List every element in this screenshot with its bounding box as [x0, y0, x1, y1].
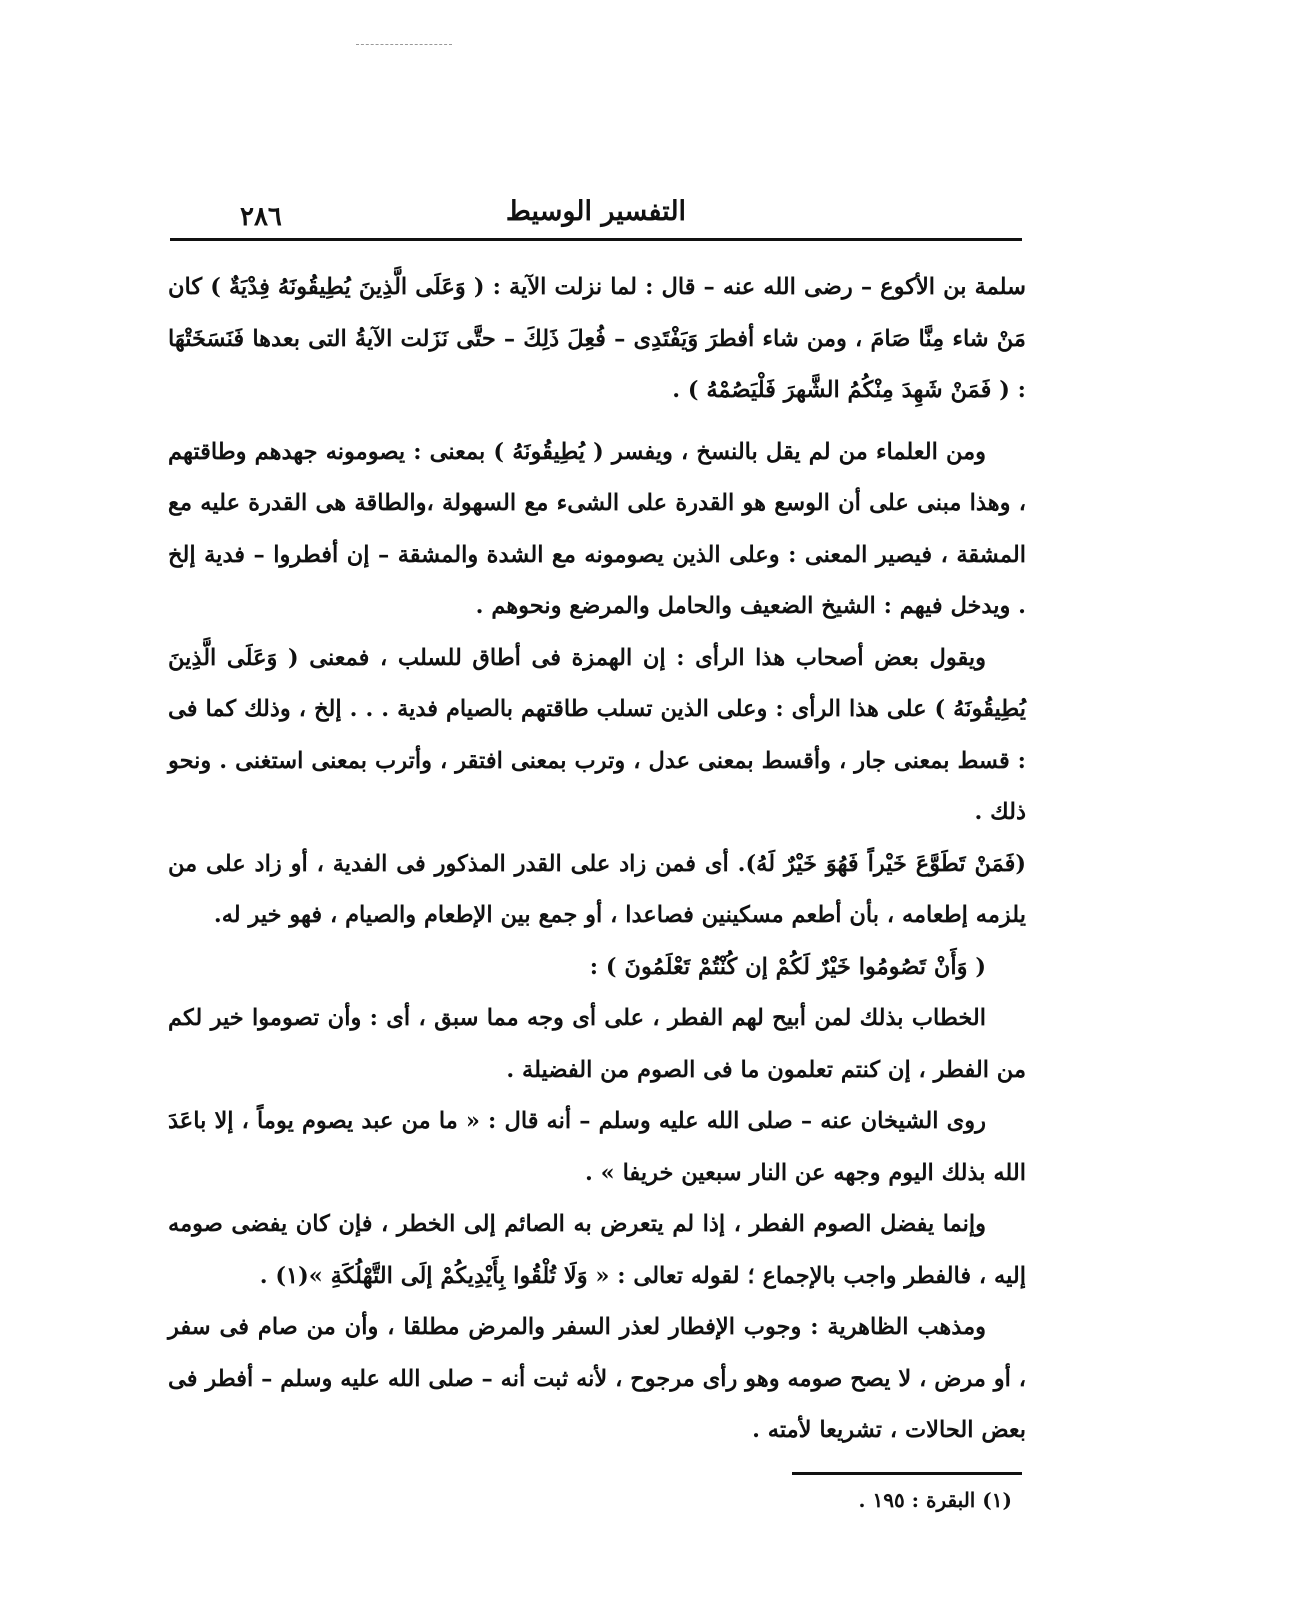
paragraph-2: ومن العلماء من لم يقل بالنسخ ، ويفسر ( يُطِيقُونَهُ ) بمعنى : يصومونه جهدهم وطاقتهم ، وهذا مبنى على أن الوسع هو القدرة على الشىء مع السهولة ،والطاقة هى القدرة عليه مع المشقة ، فيصير المعنى : وعلى الذين يصومونه مع الشدة والمشقة – إن أفطروا – فدية إلخ . ويدخل فيهم : الشيخ الضعيف والحامل والمرضع ونحوهم . — [168, 438, 1026, 619]
footnote-rule — [792, 1472, 1022, 1475]
verse-heading: ( وَأَنْ تَصُومُوا خَيْرٌ لَكُمْ إن كُنْتُمْ تَعْلَمُونَ ) : — [589, 953, 986, 980]
page-number: ٢٨٦ — [240, 202, 282, 232]
running-title: التفسير الوسيط — [505, 196, 687, 227]
scan-mark — [356, 44, 452, 45]
paragraph-6: روى الشيخان عنه – صلى الله عليه وسلم – أنه قال : « ما من عبد يصوم يوماً ، إلا باعَدَ الله بذلك اليوم وجهه عن النار سبعين خريفا » . — [168, 1108, 1026, 1186]
body-text — [168, 262, 1026, 1457]
paragraph-3: ويقول بعض أصحاب هذا الرأى : إن الهمزة فى أطاق للسلب ، فمعنى ( وَعَلَى الَّذِينَ يُطِيقُونَهُ ) على هذا الرأى : وعلى الذين تسلب طاقتهم بالصيام فدية . . . إلخ ، وذلك كما فى : قسط بمعنى جار ، وأقسط بمعنى عدل ، وترب بمعنى افتقر ، وأترب بمعنى استغنى . ونحو ذلك . — [168, 644, 1026, 825]
footnote: (١) البقرة : ١٩٥ . — [858, 1488, 1012, 1512]
paragraph-7: وإنما يفضل الصوم الفطر ، إذا لم يتعرض به الصائم إلى الخطر ، فإن كان يفضى صومه إليه ، فالفطر واجب بالإجماع ؛ لقوله تعالى : « وَلَا تُلْقُوا بِأَيْدِيكُمْ إلَى التَّهْلُكَةِ »(١) . — [168, 1211, 1026, 1289]
paragraph-5: الخطاب بذلك لمن أبيح لهم الفطر ، على أى وجه مما سبق ، أى : وأن تصوموا خير لكم من الفطر ، إن كنتم تعلمون ما فى الصوم من الفضيلة . — [168, 1005, 1026, 1083]
paragraph-8: ومذهب الظاهرية : وجوب الإفطار لعذر السفر والمرض مطلقا ، وأن من صام فى سفر ، أو مرض ، لا يصح صومه وهو رأى مرجوح ، لأنه ثبت أنه – صلى الله عليه وسلم – أفطر فى بعض الحالات ، تشريعا لأمته . — [168, 1314, 1026, 1443]
paragraph-1: سلمة بن الأكوع – رضى الله عنه – قال : لما نزلت الآية : ( وَعَلَى الَّذِينَ يُطِيقُونَهُ فِدْيَةٌ ) كان مَنْ شاء مِنَّا صَامَ ، ومن شاء أفطرَ وَيَفْتَدِى – فُعِلَ ذَلِكَ – حتَّى نَزَلت الآيةُ التى بعدها فَنَسَخَتْهَا : ( فَمَنْ شَهِدَ مِنْكُمُ الشَّهرَ فَلْيَصُمْهُ ) . — [168, 274, 1026, 403]
header-rule — [170, 238, 1022, 241]
page-header — [170, 196, 1022, 240]
paragraph-4: (فَمَنْ تَطَوَّعَ خَيْراً فَهُوَ خَيْرٌ لَهُ). أى فمن زاد على القدر المذكور فى الفدية ، أو زاد على من يلزمه إطعامه ، بأن أطعم مسكينين فصاعدا ، أو جمع بين الإطعام والصيام ، فهو خير له. — [168, 850, 1026, 928]
